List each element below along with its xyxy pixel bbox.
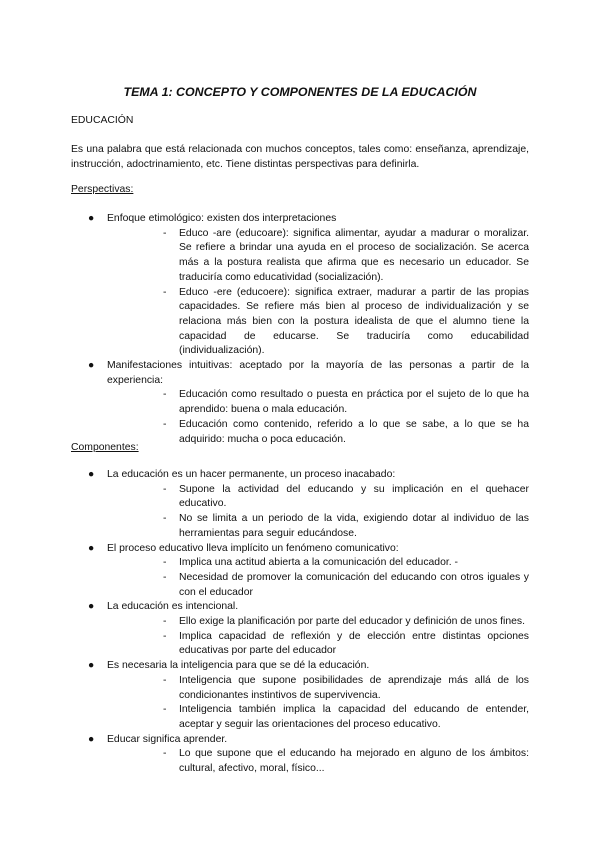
sub-list (107, 747, 529, 776)
sub-list-item-text: Educación como resultado o puesta en práctica por el sujeto de lo que ha aprendido: buena o mala educación. (179, 389, 529, 416)
sub-list-item-text: Supone la actividad del educando y su implicación en el quehacer educativo. (179, 483, 529, 510)
list-item-text: El proceso educativo lleva implícito un fenómeno comunicativo: (107, 542, 399, 554)
bullet-marker: ● (88, 360, 95, 372)
dash-marker: - (163, 389, 167, 401)
sub-list-item-text: Inteligencia también implica la capacidad del educando de entender, aceptar y seguir las orientaciones del proceso educativo. (179, 704, 529, 730)
intro-paragraph: Es una palabra que está relacionada con muchos conceptos, tales como: enseñanza, aprendizaje, instrucción, adoctrinamiento, etc. Tiene distintas perspectivas para definirla. (71, 144, 529, 170)
sub-list-item-text: No se limita a un periodo de la vida, exigiendo dotar al individuo de las herramientas para seguir educándose. (179, 513, 529, 539)
page-title: TEMA 1: CONCEPTO Y COMPONENTES DE LA EDUCACIÓN (123, 85, 477, 99)
list-item (71, 600, 529, 659)
dash-marker: - (163, 513, 167, 525)
bullet-marker: ● (88, 213, 95, 224)
list-item (71, 212, 529, 359)
dash-marker: - (163, 483, 167, 495)
sub-list (107, 556, 529, 600)
sub-list-item (107, 286, 529, 360)
bullet-marker: ● (88, 733, 95, 745)
bullet-marker: ● (88, 660, 95, 672)
list-item-text: Es necesaria la inteligencia para que se dé la educación. (107, 660, 370, 672)
list-item (71, 733, 529, 777)
list-item-text: Manifestaciones intuitivas: aceptado por la mayoría de las personas a partir de la experiencia: (107, 360, 529, 386)
sub-list-item (107, 388, 529, 417)
bullet-marker: ● (88, 542, 95, 554)
sub-list-item (107, 615, 529, 630)
sub-list-item (107, 747, 529, 776)
sub-list-item-text: Ello exige la planificación por parte del educador y definición de unos fines. (179, 616, 525, 628)
sub-list (107, 615, 529, 659)
list-item-text: La educación es intencional. (107, 601, 239, 613)
sub-list-item (107, 703, 529, 732)
list-item (71, 659, 529, 733)
sub-list (107, 388, 529, 447)
dash-marker: - (163, 227, 167, 239)
sub-list-item (107, 512, 529, 541)
bullet-marker: ● (88, 469, 95, 480)
sub-list-item (107, 227, 529, 286)
sub-list (107, 674, 529, 733)
bullet-marker: ● (88, 601, 95, 613)
sub-list-item-text: Implica capacidad de reflexión y de elección entre distintas opciones educativas por parte del educador (179, 630, 529, 657)
componentes-list (71, 468, 529, 777)
section-heading: EDUCACIÓN (71, 115, 134, 126)
list-item (71, 542, 529, 601)
sub-list-item-text: Educo -are (educoare): significa alimentar, ayudar a madurar o moralizar. Se refiere a brindar una ayuda en el proceso de socialización. Se acerca más a la postura realista que afirma que es necesario un educador. Se traduciría como educatividad (socialización). (179, 227, 529, 283)
perspectivas-heading: Perspectivas: (71, 184, 134, 195)
dash-marker: - (163, 674, 167, 686)
sub-list-item-text: Educo -ere (educoere): significa extraer, madurar a partir de las propias capacidades. Se refiere más bien al proceso de individualización y se relaciona más bien con la postura idealista de que el alumno tiene la capacidad de educarse. Se traduciría como educabilidad (individualización). (179, 286, 529, 357)
dash-marker: - (163, 704, 167, 716)
sub-list-item-text: Educación como contenido, referido a lo que se sabe, a lo que se ha adquirido: mucha o poca educación. (179, 418, 529, 445)
perspectivas-list (71, 212, 529, 447)
sub-list (107, 483, 529, 542)
sub-list-item-text: Necesidad de promover la comunicación del educando con otros iguales y con el educador (179, 571, 529, 598)
list-item-text: Enfoque etimológico: existen dos interpretaciones (107, 213, 337, 224)
dash-marker: - (163, 571, 167, 583)
list-item-text: La educación es un hacer permanente, un proceso inacabado: (107, 469, 396, 480)
sub-list-item-text: Lo que supone que el educando ha mejorado en alguno de los ámbitos: cultural, afectivo, moral, físico... (179, 748, 529, 775)
sub-list-item (107, 556, 529, 571)
dash-marker: - (163, 418, 167, 430)
list-item (71, 468, 529, 542)
componentes-heading: Componentes: (71, 442, 139, 453)
dash-marker: - (163, 748, 167, 760)
sub-list-item-text: Inteligencia que supone posibilidades de aprendizaje más allá de los condicionantes instintivos de supervivencia. (179, 674, 529, 701)
dash-marker: - (163, 286, 167, 298)
sub-list-item (107, 571, 529, 600)
list-item-text: Educar significa aprender. (107, 733, 228, 745)
dash-marker: - (163, 557, 167, 569)
dash-marker: - (163, 630, 167, 642)
sub-list-item (107, 674, 529, 703)
sub-list-item (107, 483, 529, 512)
dash-marker: - (163, 616, 167, 628)
sub-list-item (107, 630, 529, 659)
sub-list (107, 227, 529, 359)
list-item (71, 359, 529, 447)
sub-list-item-text: Implica una actitud abierta a la comunicación del educador. - (179, 557, 458, 569)
